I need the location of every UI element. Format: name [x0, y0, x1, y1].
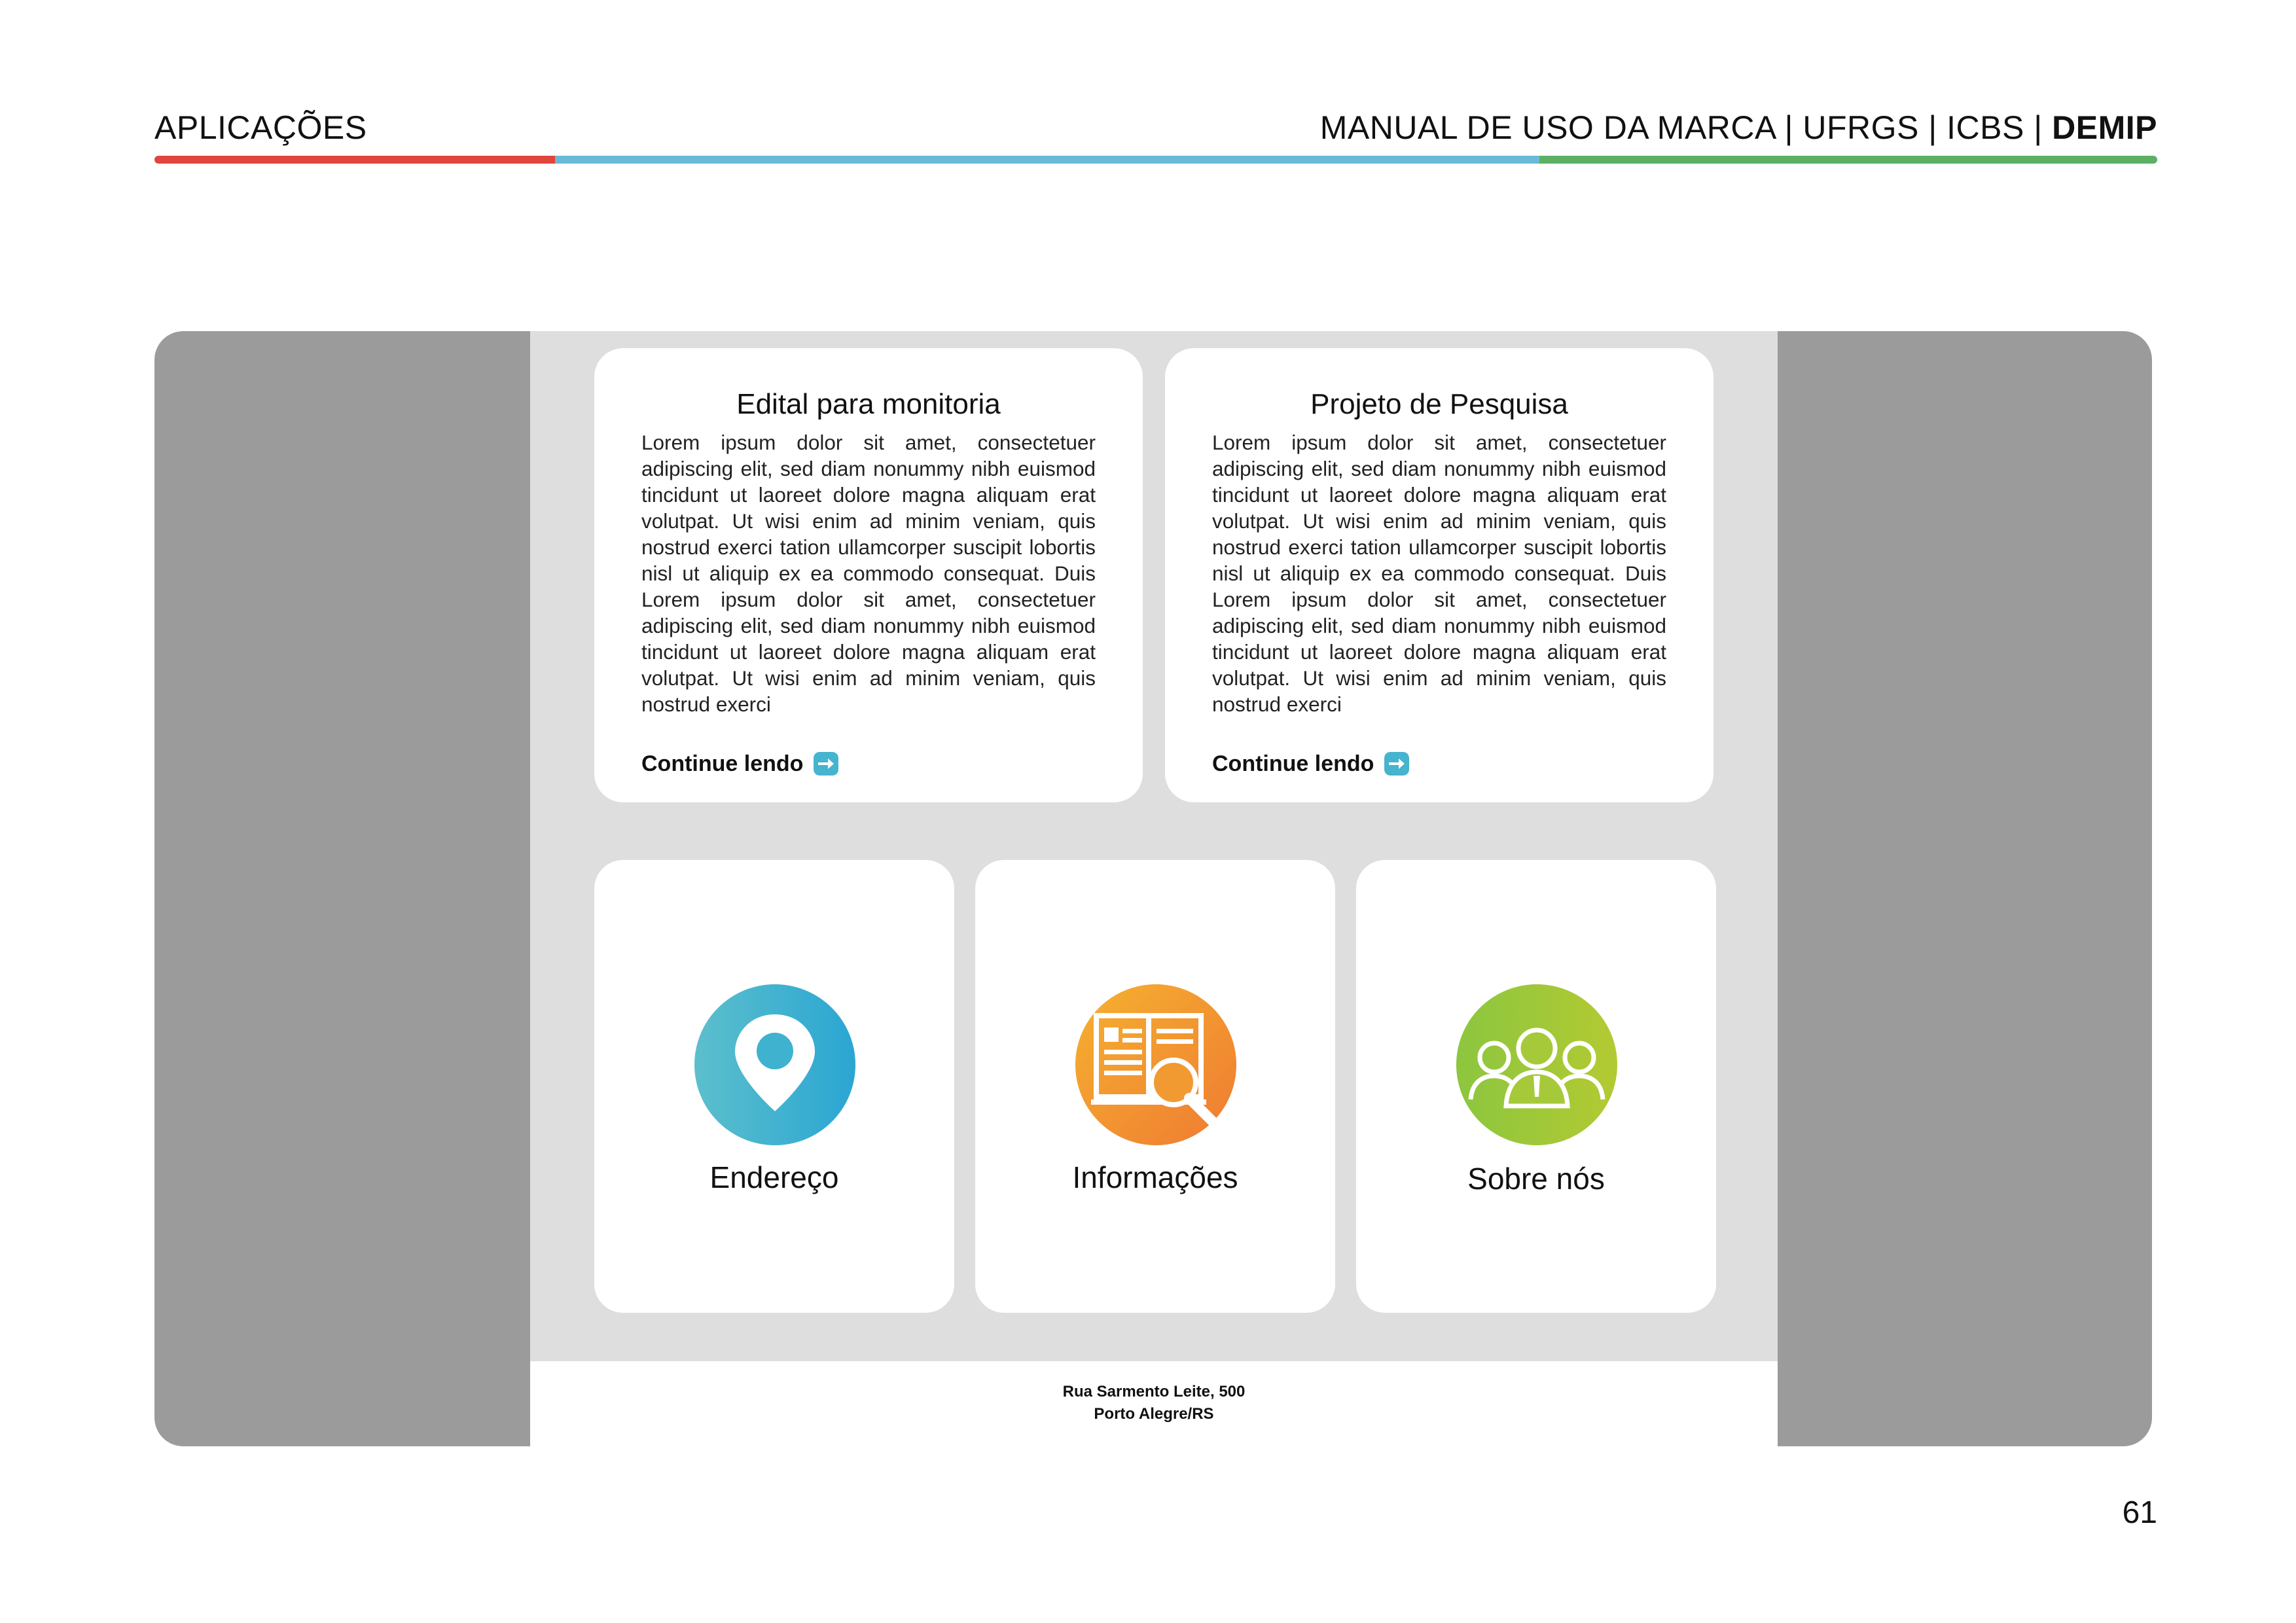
header-bar-blue [555, 156, 1539, 164]
arrow-right-icon[interactable] [1384, 752, 1409, 776]
tile-label: Endereço [709, 1160, 839, 1194]
page-number: 61 [2122, 1495, 2157, 1530]
tile-label: Informações [1072, 1160, 1238, 1194]
address-line-2: Porto Alegre/RS [1094, 1405, 1214, 1423]
news-body: Lorem ipsum dolor sit amet, consectetuer adipiscing elit, sed diam nonummy nibh euismod tincidunt ut laoreet dolore magna aliquam erat volutpat. Ut wisi enim ad minim veniam, quis nostrud exerci tation ullamcorper suscipit lobortis nisl ut aliquip ex ea commodo consequat. Duis Lorem ipsum dolor sit amet, consectetuer adipiscing elit, sed diam nonummy nibh euismod tincidunt ut laoreet dolore magna aliquam erat volutpat. Ut wisi enim ad minim veniam, quis nostrud exerci [641, 431, 1096, 716]
tile-informacoes[interactable] [975, 860, 1335, 1313]
document-search-icon [1075, 984, 1236, 1145]
people-group-icon [1456, 984, 1617, 1145]
address-line-1: Rua Sarmento Leite, 500 [1062, 1383, 1246, 1400]
manual-title [1320, 105, 2157, 151]
section-title: APLICAÇÕES [154, 109, 367, 146]
tile-sobre-nos[interactable] [1356, 860, 1716, 1313]
manual-title-text: MANUAL DE USO DA MARCA | UFRGS | ICBS | [1319, 109, 2053, 146]
news-card-pesquisa [1165, 348, 1713, 802]
site-content [530, 331, 1778, 1446]
news-card-monitoria [594, 348, 1143, 802]
location-pin-icon [694, 984, 855, 1145]
news-title: Edital para monitoria [736, 388, 1001, 420]
news-title: Projeto de Pesquisa [1310, 388, 1568, 420]
site-footer [530, 1361, 1778, 1446]
tile-label: Sobre nós [1467, 1162, 1605, 1196]
continue-reading-label: Continue lendo [1212, 751, 1374, 776]
header-bar-green [1539, 156, 2157, 164]
continue-reading-link[interactable] [1212, 747, 1409, 780]
continue-reading-label: Continue lendo [641, 751, 804, 776]
arrow-right-icon[interactable] [814, 752, 838, 776]
tile-endereco[interactable] [594, 860, 954, 1313]
continue-reading-link[interactable] [641, 747, 838, 780]
header-bar-red [154, 156, 555, 164]
news-body: Lorem ipsum dolor sit amet, consectetuer adipiscing elit, sed diam nonummy nibh euismod tincidunt ut laoreet dolore magna aliquam erat volutpat. Ut wisi enim ad minim veniam, quis nostrud exerci tation ullamcorper suscipit lobortis nisl ut aliquip ex ea commodo consequat. Duis Lorem ipsum dolor sit amet, consectetuer adipiscing elit, sed diam nonummy nibh euismod tincidunt ut laoreet dolore magna aliquam erat volutpat. Ut wisi enim ad minim veniam, quis nostrud exerci [1212, 431, 1666, 716]
manual-title-bold: DEMIP [2052, 109, 2157, 146]
website-mockup [154, 331, 2152, 1446]
